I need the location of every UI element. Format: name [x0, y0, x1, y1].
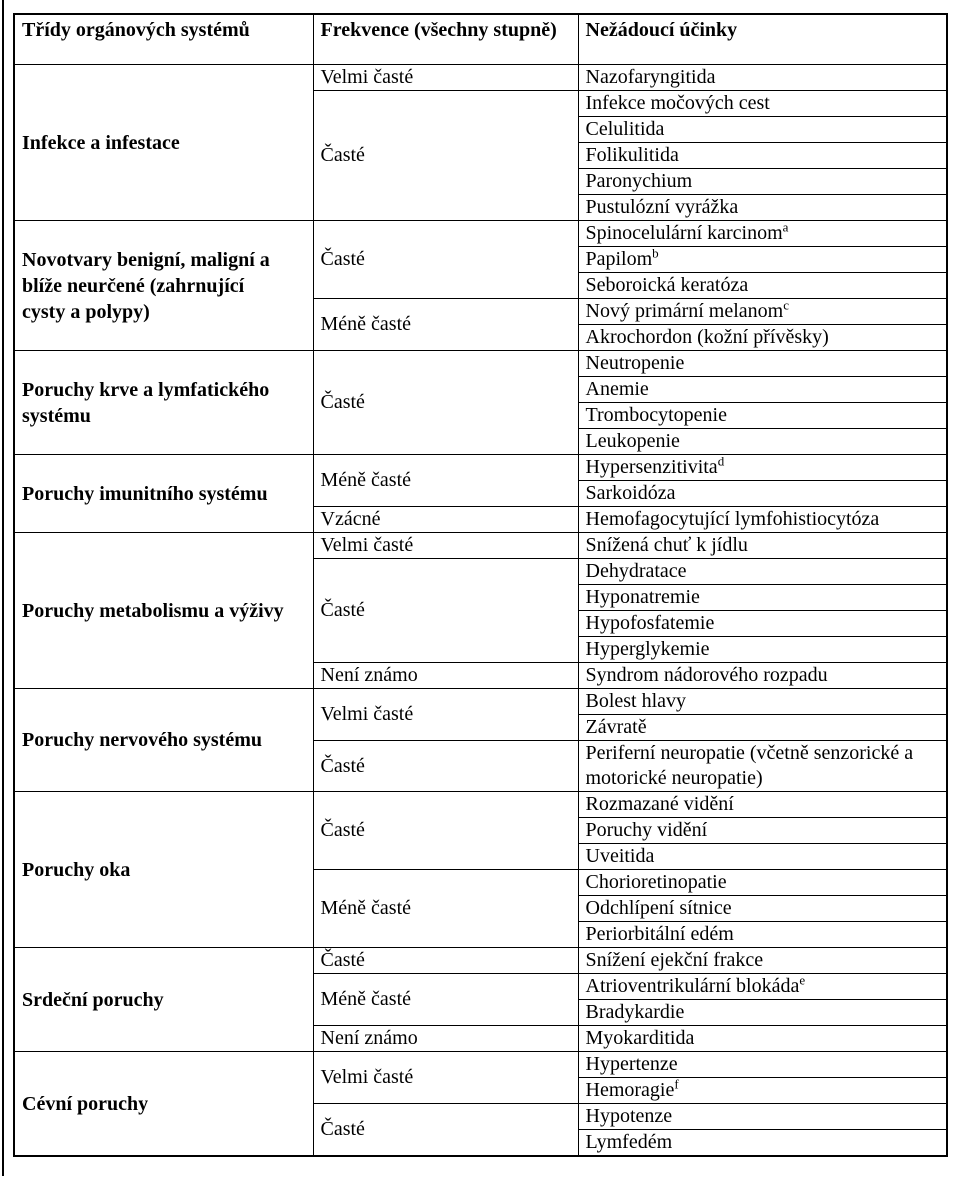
frequency-cell: Velmi časté — [313, 1052, 578, 1104]
frequency-cell: Velmi časté — [313, 533, 578, 559]
effect-cell — [578, 377, 947, 403]
effect-cell — [578, 741, 947, 792]
effect-cell — [578, 1130, 947, 1157]
effect-text: Spinocelulární karcinom — [585, 222, 783, 244]
frequency-cell: Časté — [313, 221, 578, 299]
effect-text: Pustulózní vyrážka — [585, 196, 739, 218]
effect-text: Periferní neuropatie (včetně senzorické a motorické neuropatie) — [585, 742, 914, 789]
effect-text: Atrioventrikulární blokáda — [585, 975, 800, 997]
organ-class-cell: Poruchy metabolismu a výživy — [14, 533, 313, 689]
effect-text: Trombocytopenie — [585, 404, 727, 426]
effect-cell — [578, 1078, 947, 1104]
table-row — [14, 65, 947, 91]
effect-text: Folikulitida — [585, 144, 679, 166]
effect-cell — [578, 611, 947, 637]
effect-cell — [578, 663, 947, 689]
effect-text: Hyperglykemie — [585, 638, 710, 660]
table-row — [14, 455, 947, 481]
frequency-cell: Časté — [313, 351, 578, 455]
effect-footnote-marker: a — [782, 220, 789, 235]
effect-footnote-marker: c — [783, 298, 790, 313]
organ-class-cell: Poruchy imunitního systému — [14, 455, 313, 533]
organ-class-cell: Poruchy nervového systému — [14, 689, 313, 792]
effect-cell — [578, 507, 947, 533]
effect-text: Hypersenzitivita — [585, 456, 718, 478]
page-left-border — [2, 0, 4, 1176]
organ-class-cell: Poruchy oka — [14, 792, 313, 948]
effect-text: Hemoragie — [585, 1079, 675, 1101]
frequency-cell: Časté — [313, 559, 578, 663]
effect-footnote-marker: d — [717, 454, 725, 469]
table-row — [14, 792, 947, 818]
effect-text: Chorioretinopatie — [585, 871, 727, 893]
frequency-cell: Velmi časté — [313, 65, 578, 91]
effect-cell — [578, 221, 947, 247]
frequency-cell: Časté — [313, 741, 578, 792]
effect-cell — [578, 351, 947, 377]
effect-cell — [578, 689, 947, 715]
effect-text: Infekce močových cest — [585, 92, 770, 114]
effect-cell — [578, 455, 947, 481]
frequency-cell: Méně časté — [313, 870, 578, 948]
organ-class-cell: Infekce a infestace — [14, 65, 313, 221]
organ-class-cell: Poruchy krve a lymfatického systému — [14, 351, 313, 455]
effect-cell — [578, 585, 947, 611]
effect-text: Bradykardie — [585, 1001, 685, 1023]
effect-text: Myokarditida — [585, 1027, 695, 1049]
effect-cell — [578, 195, 947, 221]
effect-cell — [578, 948, 947, 974]
effect-text: Rozmazané vidění — [585, 793, 734, 815]
effect-cell — [578, 1104, 947, 1130]
effect-text: Lymfedém — [585, 1131, 673, 1153]
table-row — [14, 948, 947, 974]
effect-text: Uveitida — [585, 845, 655, 867]
effect-text: Papilom — [585, 248, 653, 270]
effect-text: Hypotenze — [585, 1105, 673, 1127]
effect-text: Akrochordon (kožní přívěsky) — [585, 326, 829, 348]
effect-cell — [578, 818, 947, 844]
effect-cell — [578, 1052, 947, 1078]
effect-text: Nazofaryngitida — [585, 66, 716, 88]
effect-cell — [578, 896, 947, 922]
table-row — [14, 533, 947, 559]
effect-cell — [578, 533, 947, 559]
effect-text: Hemofagocytující lymfohistiocytóza — [585, 508, 880, 530]
effect-cell — [578, 922, 947, 948]
effect-cell — [578, 637, 947, 663]
effect-cell — [578, 169, 947, 195]
effect-text: Bolest hlavy — [585, 690, 687, 712]
effect-cell — [578, 325, 947, 351]
col-header-organ-class: Třídy orgánových systémů — [14, 14, 313, 65]
effect-text: Seboroická keratóza — [585, 274, 749, 296]
effect-cell — [578, 429, 947, 455]
effect-text: Sarkoidóza — [585, 482, 676, 504]
effect-text: Snížená chuť k jídlu — [585, 534, 748, 556]
effect-cell — [578, 1026, 947, 1052]
effect-text: Neutropenie — [585, 352, 685, 374]
col-header-frequency: Frekvence (všechny stupně) — [313, 14, 578, 65]
effect-text: Hypertenze — [585, 1053, 678, 1075]
col-header-adverse-effects: Nežádoucí účinky — [578, 14, 947, 65]
frequency-cell: Časté — [313, 792, 578, 870]
frequency-cell: Méně časté — [313, 974, 578, 1026]
frequency-cell: Méně časté — [313, 299, 578, 351]
table-header — [14, 14, 947, 65]
effect-text: Snížení ejekční frakce — [585, 949, 764, 971]
effect-text: Nový primární melanom — [585, 300, 784, 322]
effect-footnote-marker: e — [799, 973, 806, 988]
table-row — [14, 351, 947, 377]
table-row — [14, 689, 947, 715]
effect-text: Hyponatremie — [585, 586, 700, 608]
effect-cell — [578, 870, 947, 896]
effect-text: Odchlípení sítnice — [585, 897, 732, 919]
effect-cell — [578, 117, 947, 143]
effect-cell — [578, 65, 947, 91]
table-row — [14, 221, 947, 247]
effect-cell — [578, 974, 947, 1000]
table-row — [14, 1052, 947, 1078]
effect-text: Syndrom nádorového rozpadu — [585, 664, 828, 686]
effect-cell — [578, 844, 947, 870]
effect-cell — [578, 792, 947, 818]
effect-text: Dehydratace — [585, 560, 687, 582]
effect-footnote-marker: b — [652, 246, 659, 261]
effect-cell — [578, 481, 947, 507]
organ-class-cell: Cévní poruchy — [14, 1052, 313, 1157]
effect-text: Celulitida — [585, 118, 665, 140]
effect-cell — [578, 715, 947, 741]
effect-cell — [578, 247, 947, 273]
effect-cell — [578, 403, 947, 429]
effect-footnote-marker: f — [674, 1077, 679, 1092]
organ-class-cell: Srdeční poruchy — [14, 948, 313, 1052]
frequency-cell: Časté — [313, 1104, 578, 1157]
effect-text: Závratě — [585, 716, 647, 738]
effect-text: Paronychium — [585, 170, 693, 192]
effect-text: Anemie — [585, 378, 649, 400]
effect-text: Hypofosfatemie — [585, 612, 715, 634]
effect-cell — [578, 1000, 947, 1026]
adverse-effects-table — [13, 13, 948, 1157]
frequency-cell: Velmi časté — [313, 689, 578, 741]
table-body — [14, 65, 947, 1157]
effect-text: Leukopenie — [585, 430, 680, 452]
frequency-cell: Není známo — [313, 663, 578, 689]
frequency-cell: Není známo — [313, 1026, 578, 1052]
frequency-cell: Časté — [313, 948, 578, 974]
frequency-cell: Časté — [313, 91, 578, 221]
effect-text: Poruchy vidění — [585, 819, 708, 841]
header-row — [14, 14, 947, 65]
effect-cell — [578, 299, 947, 325]
effect-cell — [578, 559, 947, 585]
effect-text: Periorbitální edém — [585, 923, 734, 945]
effect-cell — [578, 143, 947, 169]
effect-cell — [578, 91, 947, 117]
organ-class-cell: Novotvary benigní, maligní a blíže neurčené (zahrnující cysty a polypy) — [14, 221, 313, 351]
effect-cell — [578, 273, 947, 299]
frequency-cell: Méně časté — [313, 455, 578, 507]
frequency-cell: Vzácné — [313, 507, 578, 533]
